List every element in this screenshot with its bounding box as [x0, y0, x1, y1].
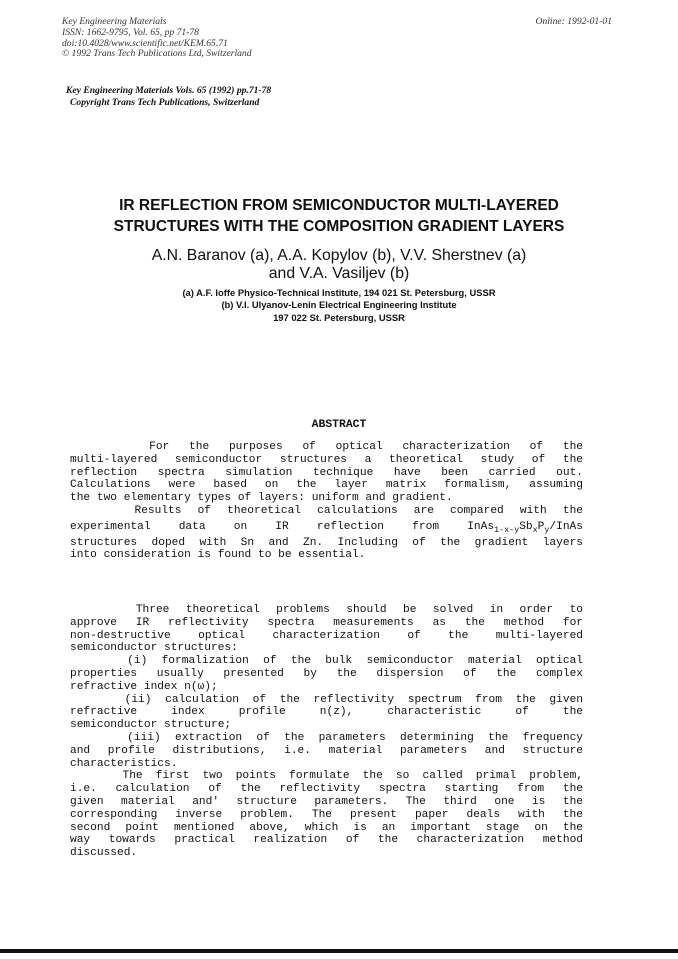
body-line: characteristics. [70, 757, 178, 770]
body-line: semiconductor structures: [70, 642, 238, 655]
paper-title-line-1: IR REFLECTION FROM SEMICONDUCTOR MULTI-LAYERED [119, 197, 559, 214]
header-line-journal: Key Engineering Materials [62, 16, 167, 27]
formula-substrate: /InAs [549, 520, 583, 533]
body-line: second point mentioned above, which is an important stage on the [70, 821, 583, 834]
formula-element-sb: Sb [519, 520, 533, 533]
body-line: approve IR reflectivity spectra measurements as the method for [70, 616, 583, 629]
publication-header [62, 17, 252, 60]
body-line: and profile distributions, i.e. material parameters and structure [70, 744, 583, 757]
chemical-formula [467, 521, 583, 533]
body-line: (ii) calculation of the reflectivity spectrum from the given [70, 693, 583, 706]
abstract-line: Calculations were based on the layer matrix formalism, assuming [70, 479, 583, 492]
journal-citation [66, 85, 271, 108]
body-line: non-destructive optical characterization of the multi-layered [70, 629, 583, 642]
abstract-line: the two elementary types of layers: uniform and gradient. [70, 492, 453, 505]
header-line-copyright: © 1992 Trans Tech Publications Ltd, Switzerland [62, 48, 252, 60]
affiliation-b: (b) V.I. Ulyanov-Lenin Electrical Engineering Institute [221, 299, 457, 311]
formula-subscript: y [544, 524, 550, 535]
body-line: The first two points formulate the so called primal problem, [70, 770, 583, 783]
formula-lead-text: experimental data on IR reflection from [70, 520, 440, 533]
header-line-doi: doi:10.4028/www.scientific.net/KEM.65.71 [62, 37, 228, 49]
abstract-line: into consideration is found to be essential. [70, 549, 366, 562]
body-line: Three theoretical problems should be solved in order to [70, 604, 583, 616]
formula-element-p: P [537, 520, 545, 533]
body-line: refractive index n(ω); [70, 680, 218, 693]
body-line: (iii) extraction of the parameters determining the frequency [70, 731, 583, 744]
body-line: (i) formalization of the bulk semiconductor material optical [70, 655, 583, 668]
header-line-issn: ISSN: 1662-9795, Vol. 65, pp 71-78 [62, 26, 199, 38]
journal-citation-line: Key Engineering Materials Vols. 65 (1992) pp.71-78 [66, 85, 272, 96]
affiliation-b-address: 197 022 St. Petersburg, USSR [273, 311, 405, 323]
abstract-body [70, 441, 583, 562]
author-line-2: and V.A. Vasiljev (b) [268, 265, 410, 282]
body-line: properties usually presented by the dispersion of the complex [70, 667, 583, 680]
abstract-line: Results of theoretical calculations are compared with the [70, 504, 583, 517]
abstract-line: For the purposes of optical characterization of the [70, 441, 583, 453]
page-bottom-rule [0, 949, 678, 953]
affiliation-a: (a) A.F. Ioffe Physico-Technical Institute, 194 021 St. Petersburg, USSR [182, 287, 496, 298]
body-line: semiconductor structure; [70, 719, 232, 732]
online-date: Online: 1992-01-01 [535, 16, 612, 27]
affiliations [60, 287, 618, 324]
paper-title [60, 195, 618, 237]
body-line: way towards practical realization of the characterization method [70, 834, 583, 847]
body-line: refractive index profile n(z), characteristic of the [70, 706, 583, 719]
abstract-line: structures doped with Sn and Zn. Including of the gradient layers [70, 536, 583, 549]
formula-element-inas: InAs [467, 520, 495, 533]
body-line: corresponding inverse problem. The present paper deals with the [70, 808, 583, 821]
author-line-1: A.N. Baranov (a), A.A. Kopylov (b), V.V. Sherstnev (a) [151, 247, 527, 264]
body-line: given material and' structure parameters. The third one is the [70, 795, 583, 808]
introduction-body [70, 604, 583, 860]
formula-subscript: x [532, 524, 538, 535]
abstract-line: reflection spectra simulation technique have been carried out. [70, 466, 583, 479]
abstract-heading: ABSTRACT [311, 419, 367, 431]
author-list [60, 247, 618, 283]
formula-subscript: 1-x-y [494, 524, 520, 535]
body-line: discussed. [70, 847, 138, 860]
abstract-formula-line [70, 518, 583, 537]
abstract-line: multi-layered semiconductor structures a theoretical study of the [70, 453, 583, 466]
paper-title-line-2: STRUCTURES WITH THE COMPOSITION GRADIENT LAYERS [113, 218, 565, 235]
journal-copyright-line: Copyright Trans Tech Publications, Switzerland [70, 96, 260, 108]
body-line: i.e. calculation of the reflectivity spectra starting from the [70, 783, 583, 796]
